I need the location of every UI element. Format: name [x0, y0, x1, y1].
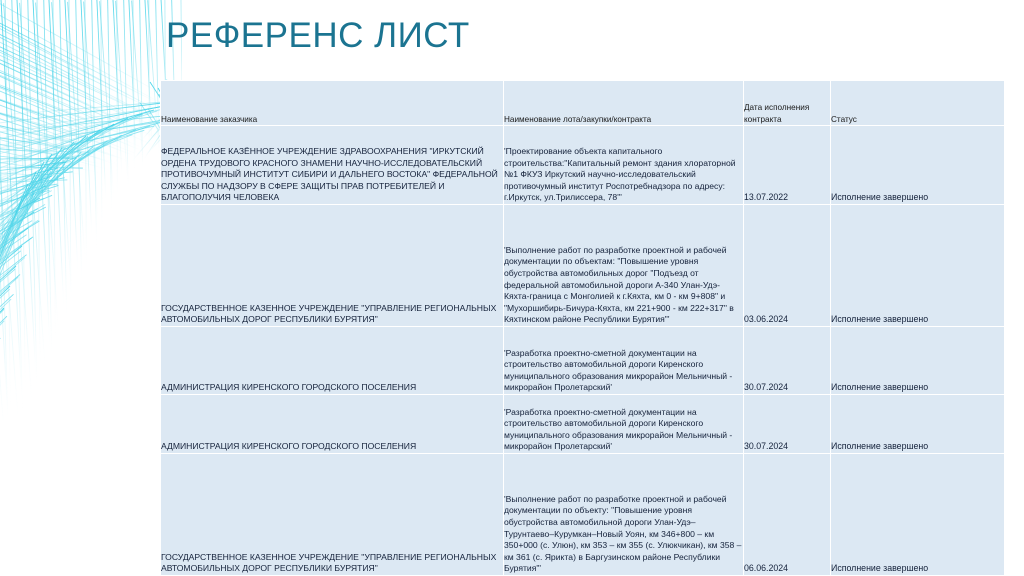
page-title: РЕФЕРЕНС ЛИСТ [166, 16, 470, 55]
cell-customer: АДМИНИСТРАЦИЯ КИРЕНСКОГО ГОРОДСКОГО ПОСЕЛЕНИЯ [161, 327, 504, 395]
cell-customer: ГОСУДАРСТВЕННОЕ КАЗЕННОЕ УЧРЕЖДЕНИЕ "УПРАВЛЕНИЕ РЕГИОНАЛЬНЫХ АВТОМОБИЛЬНЫХ ДОРОГ РЕСПУБЛИКИ БУРЯТИЯ" [161, 205, 504, 327]
cell-customer: ФЕДЕРАЛЬНОЕ КАЗЁННОЕ УЧРЕЖДЕНИЕ ЗДРАВООХРАНЕНИЯ "ИРКУТСКИЙ ОРДЕНА ТРУДОВОГО КРАСНОГО ЗНАМЕНИ НАУЧНО-ИССЛЕДОВАТЕЛЬСКИЙ ПРОТИВОЧУМНЫЙ ИНСТИТУТ СИБИРИ И ДАЛЬНЕГО ВОСТОКА" ФЕДЕРАЛЬНОЙ СЛУЖБЫ ПО НАДЗОРУ В СФЕРЕ ЗАЩИТЫ ПРАВ ПОТРЕБИТЕЛЕЙ И БЛАГОПОЛУЧИЯ ЧЕЛОВЕКА [161, 126, 504, 205]
header-lot: Наименование лота/закупки/контракта [504, 81, 744, 126]
cell-lot: 'Разработка проектно-сметной документации на строительство автомобильной дороги Киренского муниципального образования микрорайон Мельничный - микрорайон Пролетарский' [504, 395, 744, 454]
table-row [161, 395, 1005, 454]
table-header-row [161, 81, 1005, 126]
cell-date: 30.07.2024 [744, 395, 831, 454]
reference-list-table [160, 80, 1005, 576]
cell-status: Исполнение завершено [831, 327, 1005, 395]
table-row [161, 454, 1005, 576]
cell-date: 30.07.2024 [744, 327, 831, 395]
cell-status: Исполнение завершено [831, 454, 1005, 576]
table-row [161, 327, 1005, 395]
cell-lot: 'Выполнение работ по разработке проектной и рабочей документации по объектам: "Повышение уровня обустройства автомобильных дорог "Подъезд от федеральной автомобильной дороги А-340 Улан-Удэ-Кяхта-граница с Монголией к г.Кяхта, км 0 - км 9+808" и "Мухоршибирь-Бичура-Кяхта, км 221+900 - км 222+317" в Кяхтинском районе Республики Бурятия"' [504, 205, 744, 327]
cell-lot: 'Проектирование объекта капитального строительства:"Капитальный ремонт здания хлораторной №1 ФКУЗ Иркутский научно-исследовательский противочумный институт Роспотребнадзора по адресу: г.Иркутск, ул.Трилиссера, 78"' [504, 126, 744, 205]
header-date: Дата исполнения контракта [744, 81, 831, 126]
cell-date: 13.07.2022 [744, 126, 831, 205]
cell-date: 06.06.2024 [744, 454, 831, 576]
table-row [161, 126, 1005, 205]
cell-lot: 'Разработка проектно-сметной документации на строительство автомобильной дороги Киренского муниципального образования микрорайон Мельничный - микрорайон Пролетарский' [504, 327, 744, 395]
cell-status: Исполнение завершено [831, 395, 1005, 454]
header-customer: Наименование заказчика [161, 81, 504, 126]
cell-status: Исполнение завершено [831, 126, 1005, 205]
table-row [161, 205, 1005, 327]
wireframe-decoration [0, 0, 182, 420]
header-status: Статус [831, 81, 1005, 126]
cell-lot: 'Выполнение работ по разработке проектной и рабочей документации по объекту: "Повышение уровня обустройства автомобильной дороги Улан-Удэ–Турунтаево–Курумкан–Новый Уоян, км 346+800 – км 350+000 (с. Улюн), км 353 – км 355 (с. Улюкчикан), км 358 – км 361 (с. Яриктa) в Баргузинском районе Республики Бурятия"' [504, 454, 744, 576]
cell-date: 03.06.2024 [744, 205, 831, 327]
cell-customer: АДМИНИСТРАЦИЯ КИРЕНСКОГО ГОРОДСКОГО ПОСЕЛЕНИЯ [161, 395, 504, 454]
cell-status: Исполнение завершено [831, 205, 1005, 327]
cell-customer: ГОСУДАРСТВЕННОЕ КАЗЕННОЕ УЧРЕЖДЕНИЕ "УПРАВЛЕНИЕ РЕГИОНАЛЬНЫХ АВТОМОБИЛЬНЫХ ДОРОГ РЕСПУБЛИКИ БУРЯТИЯ" [161, 454, 504, 576]
